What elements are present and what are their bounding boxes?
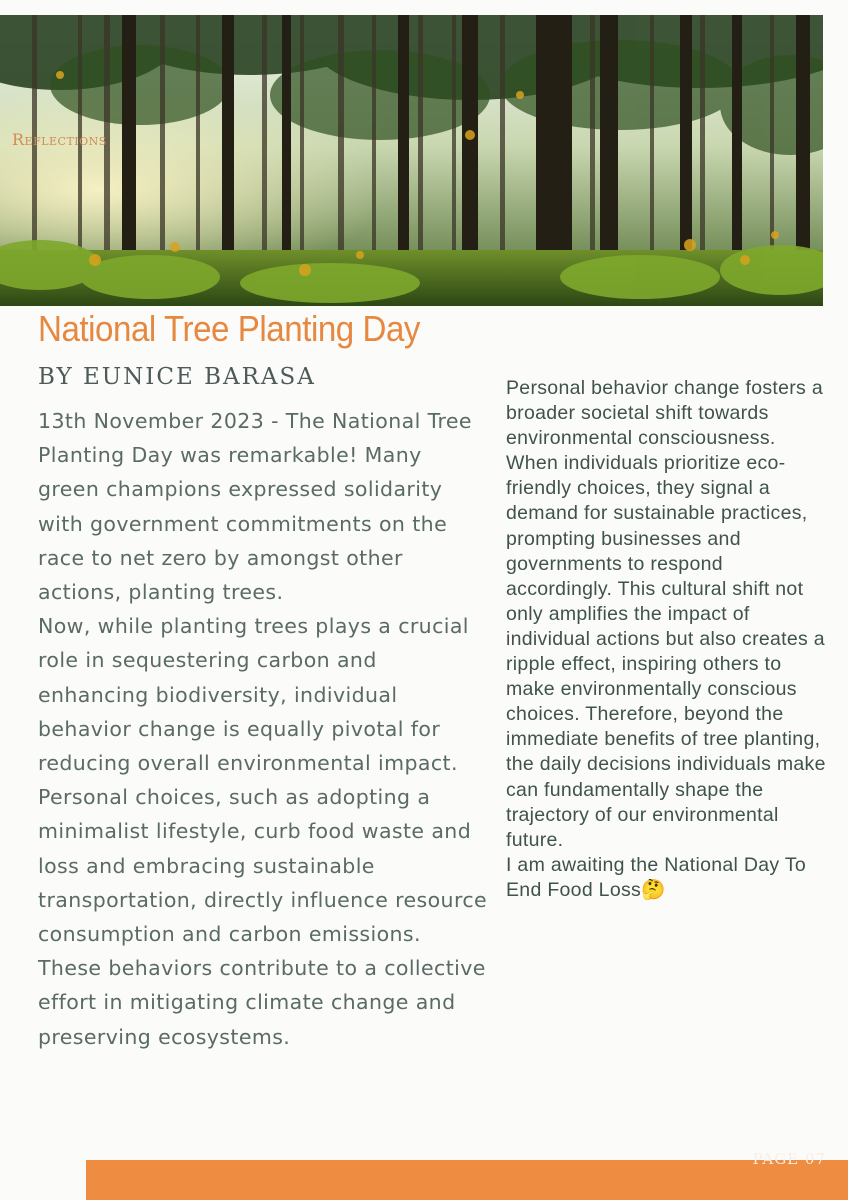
paragraph: Now, while planting trees plays a crucial role in sequestering carbon and enhancing biodiversity, individual behavior change is equally pivotal for reducing overall environmental impact. Personal choices, such as adopting a minimalist lifestyle, curb food waste and loss and embracing sustainable transportation, directly influence resource consumption and carbon emissions. These behaviors contribute to a collective effort in mitigating climate change and preserving ecosystems.	[38, 614, 488, 1049]
article-title: National Tree Planting Day	[38, 308, 421, 349]
section-label: Reflections	[12, 130, 107, 149]
paragraph: I am awaiting the National Day To End Food Loss🤔	[506, 853, 807, 901]
page-number: PAGE 07	[752, 1150, 826, 1168]
article-byline: BY EUNICE BARASA	[38, 364, 316, 390]
right-column	[506, 376, 828, 903]
forest-hero-image	[0, 15, 823, 306]
footer-bar	[86, 1150, 848, 1200]
paragraph: 13th November 2023 - The National Tree Planting Day was remarkable! Many green champions expressed solidarity with government commitments on the race to net zero by amongst other actions, planting trees.	[38, 409, 472, 605]
left-column	[38, 404, 488, 1054]
paragraph: Personal behavior change fosters a broader societal shift towards environmental consciousness. When individuals prioritize eco-friendly choices, they signal a demand for sustainable practices, prompting businesses and governments to respond accordingly. This cultural shift not only amplifies the impact of individual actions but also creates a ripple effect, inspiring others to make environmentally conscious choices. Therefore, beyond the immediate benefits of tree planting, the daily decisions individuals make can fundamentally shape the trajectory of our environmental future.	[506, 377, 826, 851]
